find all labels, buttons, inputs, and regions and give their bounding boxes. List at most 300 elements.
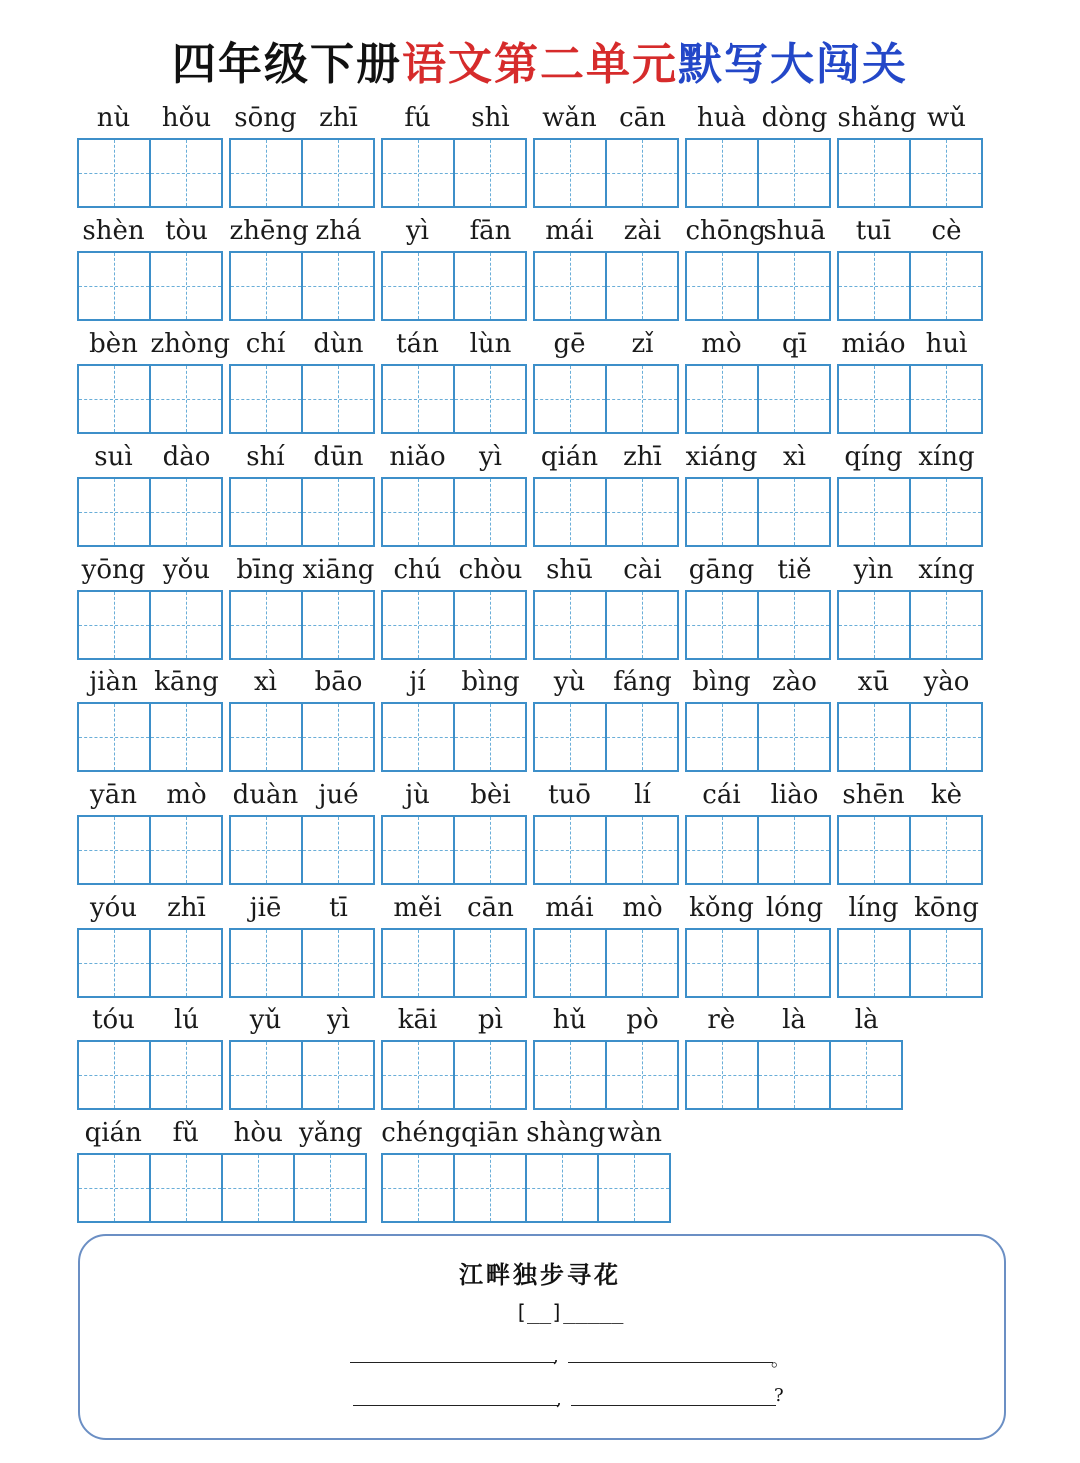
- tian-zi-cell[interactable]: [231, 817, 303, 883]
- pinyin-syllable: bèn: [89, 329, 138, 359]
- pinyin-syllable: yìn: [853, 555, 894, 585]
- pinyin-syllable: shàng: [526, 1118, 606, 1148]
- pinyin-syllable: tóu: [92, 1005, 135, 1035]
- pinyin-syllable: yì: [326, 1005, 350, 1035]
- tian-zi-cell[interactable]: [455, 592, 525, 658]
- tian-zi-cell[interactable]: [527, 1155, 599, 1221]
- tian-zi-cell[interactable]: [79, 479, 151, 545]
- tian-zi-cell[interactable]: [911, 930, 981, 996]
- tian-zi-cell[interactable]: [759, 592, 829, 658]
- pinyin-syllable: bīng: [236, 555, 295, 585]
- writing-cells: [685, 138, 831, 208]
- tian-zi-cell[interactable]: [455, 930, 525, 996]
- poem-punct-2: 。: [771, 1350, 789, 1371]
- writing-cells: [533, 477, 679, 547]
- tian-zi-cell[interactable]: [303, 704, 373, 770]
- pinyin-syllable: bìng: [692, 667, 751, 697]
- tian-zi-cell[interactable]: [303, 366, 373, 432]
- pinyin-label: [837, 439, 983, 475]
- pinyin-syllable: tán: [396, 329, 439, 359]
- pinyin-syllable: yào: [923, 667, 970, 697]
- pinyin-syllable: dòng: [761, 103, 828, 133]
- tian-zi-cell[interactable]: [79, 253, 151, 319]
- pinyin-syllable: fú: [404, 103, 431, 133]
- tian-zi-cell[interactable]: [303, 592, 373, 658]
- writing-cells: [381, 138, 527, 208]
- poem-author-blank[interactable]: [__]_____: [515, 1300, 624, 1324]
- tian-zi-cell[interactable]: [231, 592, 303, 658]
- tian-zi-cell[interactable]: [455, 1042, 525, 1108]
- tian-zi-cell[interactable]: [383, 140, 455, 206]
- pinyin-syllable: xì: [254, 667, 277, 697]
- pinyin-syllable: gāng: [688, 555, 755, 585]
- tian-zi-cell[interactable]: [151, 817, 221, 883]
- pinyin-label: [837, 777, 983, 813]
- title-subject: 语文第二单元: [402, 39, 678, 90]
- pinyin-label: [77, 777, 223, 813]
- tian-zi-cell[interactable]: [759, 930, 829, 996]
- tian-zi-cell[interactable]: [151, 930, 221, 996]
- pinyin-label: [533, 439, 679, 475]
- tian-zi-cell[interactable]: [839, 140, 911, 206]
- pinyin-syllable: suì: [94, 442, 133, 472]
- tian-zi-cell[interactable]: [607, 140, 677, 206]
- writing-cells: [77, 928, 223, 998]
- tian-zi-cell[interactable]: [607, 479, 677, 545]
- pinyin-label: [229, 1002, 375, 1038]
- pinyin-syllable: cān: [467, 893, 514, 923]
- pinyin-label: [229, 777, 375, 813]
- pinyin-syllable: yǎng: [298, 1118, 363, 1148]
- pinyin-label: [381, 777, 527, 813]
- pinyin-syllable: shì: [471, 103, 510, 133]
- writing-cells: [229, 702, 375, 772]
- writing-cells: [381, 251, 527, 321]
- tian-zi-cell[interactable]: [303, 930, 373, 996]
- tian-zi-cell[interactable]: [231, 930, 303, 996]
- pinyin-syllable: nù: [96, 103, 131, 133]
- tian-zi-cell[interactable]: [535, 140, 607, 206]
- writing-cells: [229, 251, 375, 321]
- pinyin-syllable: shuā: [763, 216, 826, 246]
- poem-line-2a[interactable]: [353, 1405, 558, 1406]
- tian-zi-cell[interactable]: [759, 253, 829, 319]
- tian-zi-cell[interactable]: [231, 1042, 303, 1108]
- tian-zi-cell[interactable]: [231, 366, 303, 432]
- tian-zi-cell[interactable]: [759, 479, 829, 545]
- pinyin-syllable: qī: [782, 329, 807, 359]
- pinyin-label: [229, 552, 375, 588]
- tian-zi-cell[interactable]: [687, 930, 759, 996]
- writing-cells: [533, 928, 679, 998]
- tian-zi-cell[interactable]: [535, 366, 607, 432]
- pinyin-syllable: zào: [772, 667, 817, 697]
- pinyin-label: [685, 213, 831, 249]
- pinyin-syllable: sōng: [234, 103, 297, 133]
- pinyin-syllable: fān: [469, 216, 512, 246]
- pinyin-syllable: jù: [405, 780, 430, 810]
- writing-cells: [77, 138, 223, 208]
- pinyin-label: [77, 213, 223, 249]
- pinyin-syllable: yān: [90, 780, 137, 810]
- writing-cells: [837, 364, 983, 434]
- tian-zi-cell[interactable]: [687, 479, 759, 545]
- pinyin-syllable: mái: [545, 216, 594, 246]
- writing-cells: [533, 702, 679, 772]
- tian-zi-cell[interactable]: [759, 704, 829, 770]
- pinyin-syllable: kāi: [397, 1005, 438, 1035]
- pinyin-label: [685, 100, 831, 136]
- pinyin-syllable: qiān: [461, 1118, 519, 1148]
- tian-zi-cell[interactable]: [151, 704, 221, 770]
- tian-zi-cell[interactable]: [303, 479, 373, 545]
- pinyin-syllable: bāo: [314, 667, 363, 697]
- pinyin-syllable: niǎo: [389, 442, 446, 472]
- pinyin-syllable: kōng: [914, 893, 979, 923]
- pinyin-syllable: xiáng: [685, 442, 758, 472]
- pinyin-syllable: lùn: [469, 329, 512, 359]
- tian-zi-cell[interactable]: [383, 817, 455, 883]
- pinyin-syllable: mái: [545, 893, 594, 923]
- pinyin-syllable: kāng: [154, 667, 219, 697]
- pinyin-label: [381, 100, 527, 136]
- pinyin-label: [77, 1002, 223, 1038]
- pinyin-syllable: měi: [393, 893, 442, 923]
- tian-zi-cell[interactable]: [759, 1042, 831, 1108]
- pinyin-syllable: shèn: [82, 216, 145, 246]
- pinyin-syllable: zài: [623, 216, 662, 246]
- pinyin-syllable: zǐ: [631, 329, 654, 359]
- pinyin-syllable: wàn: [607, 1118, 662, 1148]
- tian-zi-cell[interactable]: [455, 140, 525, 206]
- pinyin-label: [837, 664, 983, 700]
- tian-zi-cell[interactable]: [79, 1042, 151, 1108]
- pinyin-syllable: yì: [478, 442, 502, 472]
- pinyin-label: [837, 100, 983, 136]
- tian-zi-cell[interactable]: [383, 1155, 455, 1221]
- writing-cells: [685, 702, 831, 772]
- tian-zi-cell[interactable]: [911, 704, 981, 770]
- pinyin-label: [685, 439, 831, 475]
- writing-cells: [685, 815, 831, 885]
- tian-zi-cell[interactable]: [383, 479, 455, 545]
- pinyin-syllable: duàn: [232, 780, 299, 810]
- pinyin-syllable: shí: [246, 442, 285, 472]
- pinyin-syllable: cái: [702, 780, 741, 810]
- tian-zi-cell[interactable]: [911, 253, 981, 319]
- tian-zi-cell[interactable]: [79, 817, 151, 883]
- pinyin-syllable: cān: [619, 103, 666, 133]
- tian-zi-cell[interactable]: [151, 1042, 221, 1108]
- writing-cells: [77, 815, 223, 885]
- tian-zi-cell[interactable]: [303, 253, 373, 319]
- tian-zi-cell[interactable]: [79, 1155, 151, 1221]
- writing-cells: [229, 477, 375, 547]
- writing-cells: [229, 364, 375, 434]
- pinyin-syllable: yǒu: [162, 555, 211, 585]
- tian-zi-cell[interactable]: [223, 1155, 295, 1221]
- tian-zi-cell[interactable]: [607, 253, 677, 319]
- tian-zi-cell[interactable]: [687, 817, 759, 883]
- pinyin-syllable: dào: [162, 442, 211, 472]
- tian-zi-cell[interactable]: [79, 930, 151, 996]
- title-grade: 四年级下册: [172, 39, 402, 90]
- writing-cells: [685, 1040, 903, 1110]
- pinyin-label: [533, 213, 679, 249]
- tian-zi-cell[interactable]: [687, 704, 759, 770]
- tian-zi-cell[interactable]: [151, 366, 221, 432]
- tian-zi-cell[interactable]: [911, 592, 981, 658]
- pinyin-syllable: rè: [707, 1005, 736, 1035]
- poem-line-1b[interactable]: [568, 1362, 773, 1363]
- tian-zi-cell[interactable]: [79, 140, 151, 206]
- tian-zi-cell[interactable]: [535, 1042, 607, 1108]
- tian-zi-cell[interactable]: [607, 592, 677, 658]
- pinyin-syllable: lú: [173, 1005, 200, 1035]
- pinyin-syllable: líng: [848, 893, 899, 923]
- pinyin-syllable: xíng: [918, 442, 975, 472]
- pinyin-label: [533, 326, 679, 362]
- pinyin-syllable: jí: [409, 667, 426, 697]
- tian-zi-cell[interactable]: [455, 1155, 527, 1221]
- pinyin-label: [77, 100, 223, 136]
- tian-zi-cell[interactable]: [455, 479, 525, 545]
- tian-zi-cell[interactable]: [383, 366, 455, 432]
- writing-cells: [837, 815, 983, 885]
- writing-cells: [229, 928, 375, 998]
- writing-cells: [229, 138, 375, 208]
- pinyin-label: [77, 664, 223, 700]
- tian-zi-cell[interactable]: [383, 592, 455, 658]
- pinyin-syllable: zhī: [167, 893, 206, 923]
- tian-zi-cell[interactable]: [839, 592, 911, 658]
- tian-zi-cell[interactable]: [79, 366, 151, 432]
- tian-zi-cell[interactable]: [607, 1042, 677, 1108]
- tian-zi-cell[interactable]: [151, 140, 221, 206]
- tian-zi-cell[interactable]: [231, 253, 303, 319]
- poem-punct-3: ,: [556, 1389, 562, 1410]
- pinyin-syllable: wǔ: [927, 103, 966, 133]
- tian-zi-cell[interactable]: [607, 930, 677, 996]
- pinyin-syllable: yóu: [89, 893, 138, 923]
- writing-cells: [77, 477, 223, 547]
- pinyin-syllable: pì: [478, 1005, 503, 1035]
- pinyin-label: [837, 326, 983, 362]
- pinyin-syllable: qián: [84, 1118, 142, 1148]
- tian-zi-cell[interactable]: [455, 253, 525, 319]
- pinyin-syllable: miáo: [841, 329, 906, 359]
- tian-zi-cell[interactable]: [911, 366, 981, 432]
- poem-punct-1: ,: [553, 1346, 559, 1367]
- pinyin-syllable: huì: [925, 329, 968, 359]
- tian-zi-cell[interactable]: [535, 704, 607, 770]
- tian-zi-cell[interactable]: [839, 817, 911, 883]
- tian-zi-cell[interactable]: [839, 366, 911, 432]
- tian-zi-cell[interactable]: [687, 366, 759, 432]
- tian-zi-cell[interactable]: [687, 1042, 759, 1108]
- tian-zi-cell[interactable]: [79, 592, 151, 658]
- tian-zi-cell[interactable]: [839, 704, 911, 770]
- tian-zi-cell[interactable]: [535, 592, 607, 658]
- pinyin-label: [77, 552, 223, 588]
- tian-zi-cell[interactable]: [383, 704, 455, 770]
- writing-cells: [77, 590, 223, 660]
- writing-cells: [837, 702, 983, 772]
- pinyin-label: [533, 100, 679, 136]
- pinyin-label: [381, 552, 527, 588]
- tian-zi-cell[interactable]: [759, 366, 829, 432]
- pinyin-syllable: dūn: [313, 442, 364, 472]
- pinyin-syllable: xiāng: [302, 555, 375, 585]
- tian-zi-cell[interactable]: [231, 140, 303, 206]
- writing-cells: [77, 364, 223, 434]
- pinyin-syllable: liào: [770, 780, 819, 810]
- pinyin-syllable: tuō: [548, 780, 591, 810]
- pinyin-syllable: dùn: [313, 329, 364, 359]
- tian-zi-cell[interactable]: [535, 817, 607, 883]
- tian-zi-cell[interactable]: [303, 817, 373, 883]
- pinyin-label: [533, 552, 679, 588]
- tian-zi-cell[interactable]: [303, 1042, 373, 1108]
- pinyin-label: [77, 439, 223, 475]
- pinyin-syllable: tòu: [165, 216, 208, 246]
- tian-zi-cell[interactable]: [303, 140, 373, 206]
- pinyin-syllable: jué: [318, 780, 359, 810]
- pinyin-syllable: fǔ: [172, 1118, 199, 1148]
- pinyin-syllable: zhī: [319, 103, 358, 133]
- pinyin-syllable: là: [854, 1005, 879, 1035]
- tian-zi-cell[interactable]: [383, 1042, 455, 1108]
- writing-cells: [837, 590, 983, 660]
- pinyin-label: [685, 890, 831, 926]
- tian-zi-cell[interactable]: [383, 253, 455, 319]
- tian-zi-cell[interactable]: [599, 1155, 669, 1221]
- pinyin-syllable: yù: [553, 667, 586, 697]
- writing-cells: [381, 1040, 527, 1110]
- tian-zi-cell[interactable]: [687, 253, 759, 319]
- pinyin-label: [229, 890, 375, 926]
- writing-cells: [381, 364, 527, 434]
- pinyin-syllable: bèi: [470, 780, 511, 810]
- pinyin-label: [685, 1002, 903, 1038]
- tian-zi-cell[interactable]: [383, 930, 455, 996]
- pinyin-label: [533, 1002, 679, 1038]
- tian-zi-cell[interactable]: [911, 140, 981, 206]
- pinyin-label: [533, 664, 679, 700]
- poem-punct-4: ?: [774, 1385, 784, 1406]
- tian-zi-cell[interactable]: [839, 479, 911, 545]
- pinyin-label: [229, 326, 375, 362]
- writing-cells: [533, 1040, 679, 1110]
- pinyin-syllable: lóng: [765, 893, 824, 923]
- tian-zi-cell[interactable]: [535, 930, 607, 996]
- pinyin-syllable: chú: [393, 555, 442, 585]
- tian-zi-cell[interactable]: [151, 592, 221, 658]
- pinyin-syllable: zhī: [623, 442, 662, 472]
- poem-title: 江畔独步寻花: [459, 1260, 621, 1289]
- tian-zi-cell[interactable]: [535, 479, 607, 545]
- writing-cells: [685, 477, 831, 547]
- writing-cells: [229, 1040, 375, 1110]
- pinyin-label: [837, 552, 983, 588]
- pinyin-syllable: xíng: [918, 555, 975, 585]
- tian-zi-cell[interactable]: [687, 140, 759, 206]
- tian-zi-cell[interactable]: [231, 704, 303, 770]
- pinyin-syllable: chéng: [381, 1118, 462, 1148]
- pinyin-syllable: fáng: [613, 667, 672, 697]
- writing-cells: [77, 1040, 223, 1110]
- tian-zi-cell[interactable]: [831, 1042, 901, 1108]
- tian-zi-cell[interactable]: [607, 817, 677, 883]
- tian-zi-cell[interactable]: [759, 140, 829, 206]
- tian-zi-cell[interactable]: [151, 1155, 223, 1221]
- tian-zi-cell[interactable]: [151, 253, 221, 319]
- pinyin-syllable: qián: [540, 442, 599, 472]
- tian-zi-cell[interactable]: [455, 366, 525, 432]
- tian-zi-cell[interactable]: [455, 817, 525, 883]
- pinyin-label: [381, 1115, 671, 1151]
- poem-line-1a[interactable]: [350, 1362, 555, 1363]
- tian-zi-cell[interactable]: [687, 592, 759, 658]
- pinyin-syllable: mò: [622, 893, 663, 923]
- tian-zi-cell[interactable]: [79, 704, 151, 770]
- pinyin-syllable: kǒng: [689, 893, 754, 923]
- pinyin-syllable: qíng: [844, 442, 903, 472]
- tian-zi-cell[interactable]: [455, 704, 525, 770]
- pinyin-syllable: jiē: [249, 893, 282, 923]
- pinyin-label: [837, 213, 983, 249]
- pinyin-syllable: gē: [553, 329, 586, 359]
- pinyin-syllable: zhòng: [150, 329, 230, 359]
- pinyin-syllable: hòu: [233, 1118, 283, 1148]
- writing-cells: [533, 590, 679, 660]
- pinyin-syllable: chōng: [685, 216, 766, 246]
- pinyin-syllable: tuī: [855, 216, 892, 246]
- pinyin-label: [381, 439, 527, 475]
- pinyin-syllable: là: [782, 1005, 806, 1035]
- tian-zi-cell[interactable]: [231, 479, 303, 545]
- pinyin-syllable: shēn: [842, 780, 905, 810]
- tian-zi-cell[interactable]: [535, 253, 607, 319]
- tian-zi-cell[interactable]: [839, 930, 911, 996]
- writing-cells: [381, 590, 527, 660]
- tian-zi-cell[interactable]: [911, 479, 981, 545]
- writing-cells: [533, 815, 679, 885]
- tian-zi-cell[interactable]: [839, 253, 911, 319]
- poem-line-2b[interactable]: [571, 1405, 776, 1406]
- pinyin-syllable: tī: [329, 893, 348, 923]
- pinyin-syllable: mò: [701, 329, 742, 359]
- tian-zi-cell[interactable]: [607, 704, 677, 770]
- pinyin-label: [685, 552, 831, 588]
- tian-zi-cell[interactable]: [607, 366, 677, 432]
- writing-cells: [381, 928, 527, 998]
- tian-zi-cell[interactable]: [295, 1155, 365, 1221]
- writing-cells: [837, 477, 983, 547]
- pinyin-label: [381, 326, 527, 362]
- tian-zi-cell[interactable]: [911, 817, 981, 883]
- writing-cells: [77, 702, 223, 772]
- writing-cells: [533, 364, 679, 434]
- pinyin-syllable: lí: [634, 780, 651, 810]
- title-challenge: 默写大闯关: [678, 39, 908, 90]
- writing-cells: [381, 1153, 671, 1223]
- writing-cells: [381, 815, 527, 885]
- tian-zi-cell[interactable]: [759, 817, 829, 883]
- writing-cells: [685, 251, 831, 321]
- pinyin-syllable: cài: [623, 555, 662, 585]
- tian-zi-cell[interactable]: [151, 479, 221, 545]
